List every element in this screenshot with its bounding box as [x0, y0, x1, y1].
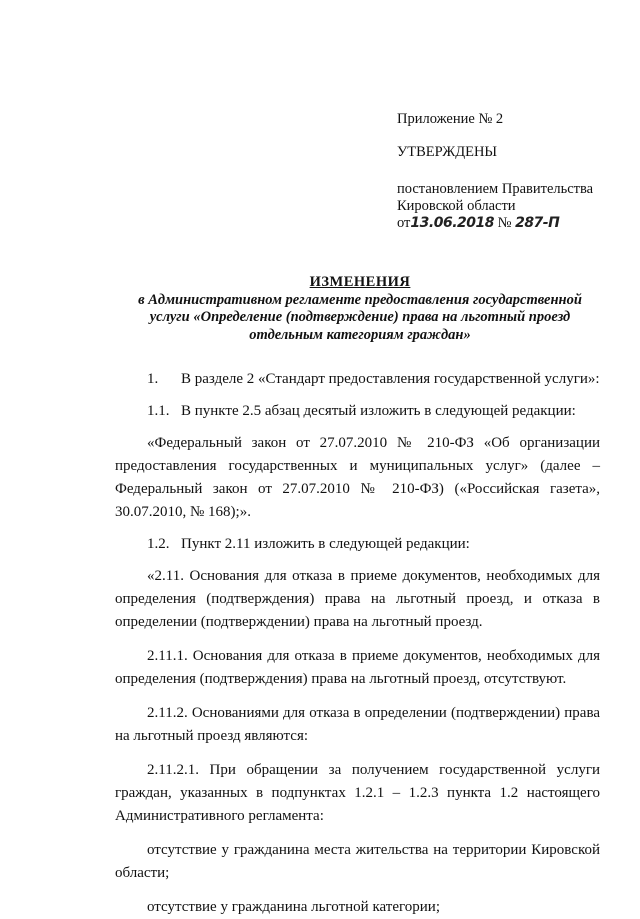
- title-main: ИЗМЕНЕНИЯ: [309, 274, 411, 290]
- title-line-3: отдельным категориям граждан»: [249, 326, 471, 343]
- item-1-2-number: 1.2.: [147, 536, 170, 552]
- title-line-2: услуги «Определение (подтверждение) права на льготный проезд: [149, 309, 571, 325]
- reason-no-residence: отсутствие у гражданина места жительства на территории Кировской области;: [115, 842, 600, 881]
- appendix-label: Приложение № 2: [397, 111, 504, 127]
- item-1-1: [115, 400, 600, 423]
- item-1-text: В разделе 2 «Стандарт предоставления государственной услуги»:: [181, 371, 600, 387]
- document-title: [100, 274, 620, 344]
- approved-label: УТВЕРЖДЕНЫ: [397, 144, 498, 160]
- paragraph-2-11: «2.11. Основания для отказа в приеме документов, необходимых для определения (подтверждения) права на льготный проезд, и отказа в определении (подтверждении) права на льготный проезд.: [115, 568, 600, 630]
- approval-date-line: [397, 215, 632, 232]
- item-1-number: 1.: [147, 371, 159, 387]
- paragraph-2-11-2-1: 2.11.2.1. При обращении за получением государственной услуги граждан, указанных в подпунктах 1.2.1 – 1.2.3 пункта 1.2 настоящего Административного регламента:: [115, 762, 600, 824]
- approved-by-line2: Кировской области: [397, 198, 516, 214]
- paragraph-2-11-2: 2.11.2. Основаниями для отказа в определении (подтверждении) права на льготный проезд являются:: [115, 705, 600, 744]
- number-mark: №: [497, 215, 512, 231]
- approval-block: [397, 111, 632, 232]
- approved-by-line1: постановлением Правительства: [397, 181, 594, 197]
- document-body: [115, 368, 600, 919]
- item-1-2: [115, 533, 600, 556]
- item-1-2-text: Пункт 2.11 изложить в следующей редакции:: [181, 536, 470, 552]
- title-line-1: в Административном регламенте предоставления государственной: [138, 291, 582, 308]
- item-1-1-number: 1.1.: [147, 403, 170, 419]
- handwritten-number: 287-П: [515, 215, 560, 231]
- item-1: [115, 368, 600, 391]
- quote-federal-law: «Федеральный закон от 27.07.2010 № 210-ФЗ «Об организации предоставления государственных и муниципальных услуг» (далее – Федеральный закон от 27.07.2010 № 210-ФЗ) («Российская газета», 30.07.2010, № 168);».: [115, 435, 600, 520]
- paragraph-2-11-1: 2.11.1. Основания для отказа в приеме документов, необходимых для определения (подтверждения) права на льготный проезд, отсутствуют.: [115, 648, 600, 687]
- date-prefix: от: [397, 215, 411, 231]
- reason-no-category: отсутствие у гражданина льготной категории;: [147, 899, 440, 915]
- handwritten-date: 13.06.2018: [410, 215, 494, 231]
- item-1-1-text: В пункте 2.5 абзац десятый изложить в следующей редакции:: [181, 403, 576, 419]
